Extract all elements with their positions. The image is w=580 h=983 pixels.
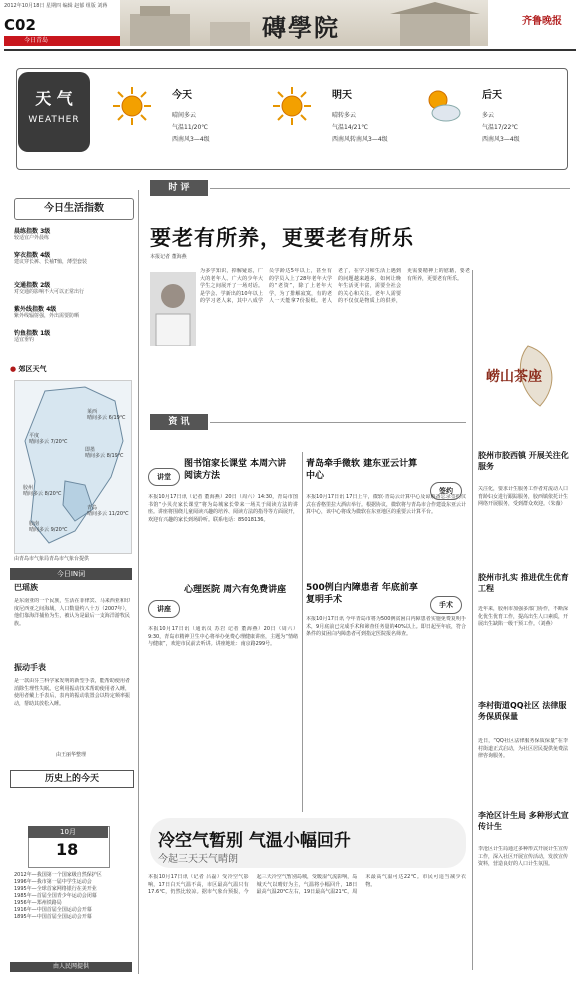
weather-wind: 西南风3—4级 [172, 136, 210, 143]
word2-title: 振动手表 [14, 663, 46, 672]
history-event: 1996年—我市第一届中学生运动会 [14, 879, 92, 885]
word1-text: 是东南亚的一个民族，生活在菲律宾、马来西亚和印度尼西亚之间海域，人口数量约八十万（2007年），他们靠海洋捕鱼为生，被认为是最后一支海洋游牧民族。 [14, 598, 130, 627]
bullet-icon: ● [10, 365, 17, 373]
date-line: 2012年10月18日 星期四 编辑 赵郁 组版 刘蒋 [4, 3, 108, 9]
news-tag: 资 讯 [150, 414, 208, 430]
weather-wind: 西南风3—4级 [482, 136, 520, 143]
weather-day-tomorrow [272, 86, 412, 166]
weather-tag-en: WEATHER [28, 115, 80, 125]
weather-day-name: 明天 [332, 90, 352, 101]
portrait-icon [150, 272, 196, 346]
weather-wind: 西南风转南风3—4级 [332, 136, 388, 143]
weather-temp: 气温17/22℃ [482, 124, 519, 131]
right-column-divider [472, 270, 473, 970]
history-event: 1916年—中国首届全国运动会开幕 [14, 907, 92, 913]
suburb-map [14, 380, 132, 554]
news-label: 手术 [430, 596, 462, 614]
right-story-title: 胶州市扎实 推进优生优育工程 [478, 573, 569, 593]
index-desc: 适宜垂钓 [14, 337, 35, 343]
history-event: 1995年—全球首家网络银行在美开业 [14, 886, 97, 892]
word1-title: 巴瑶族 [14, 583, 38, 592]
commentary-tag: 时 评 [150, 180, 208, 196]
index-name: 交通指数 2级 [14, 282, 51, 289]
index-desc: 紫外线辐射强，外出需要防晒 [14, 313, 80, 319]
right-story-title: 李村街道QQ社区 法律服务保质保量 [478, 701, 567, 721]
suburb-place: 胶南 晴间多云 9/20℃ [29, 521, 68, 533]
news-body: 本报10月17日讯（通讯员 苏岩 记者 董海燕）20日（周六）9:30，青岛市精神卫生中心将举办免费心理健康讲座，主题为“情绪与健康”，欢迎市民前去听讲。讲座地址：南京路299号。 [148, 626, 298, 647]
news-body: 本报10月17日讯 今年青岛市将为500例贫困白内障患者实施免费复明手术，9月底前已完成手术和筛查任务量的40%以上。即日起至年底，符合条件的贫困白内障患者可到指定医院报名筛查。 [306, 616, 466, 637]
word2-text: 是一款由芬兰科学家发明的新型手表，能帮助使用者消除生理性失眠。它利用振动技术帮助使用者入睡，使用者戴上手表后，表内的振动装置会以特定频率振动，帮助其放松入睡。 [14, 678, 130, 707]
news-divider [302, 452, 303, 812]
weather-day-today [112, 86, 252, 166]
suburb-place: 莱西 晴间多云 6/19℃ [87, 409, 126, 421]
commentary-body: 为多学知识，掉解疑虑，广大的老年人、广大的少年大学生之间展开了一场对话。是学会、学新出的10年以上的学习老人来，其中八成学员学龄达5年以上，甚至有的学员入上了28年老年大学的“老资”，除了上老年大学，为了排解寂寞，有的老人一天能拿7份报纸。老人老了，在学习和生活上遇到的问题越来越多，如何让晚年生活更丰富，需要全社会的关心和关注。老年人需要的不仅仅是物质上的供养，更需要精神上的慰藉，要老有所养，更要老有所乐。 [200, 268, 470, 304]
commentary-headline: 要老有所养，更要老有所乐 [150, 225, 414, 250]
news-title: 500例白内障患者 年底前享复明手术 [306, 583, 418, 605]
news-label: 讲座 [148, 600, 180, 618]
section-rule [210, 422, 466, 423]
history-event: 1956年—郑州铁路局 [14, 900, 62, 906]
index-name: 钓鱼指数 1级 [14, 330, 51, 337]
calendar-month: 10月 [28, 826, 108, 838]
author-photo [150, 272, 196, 346]
right-story-body: 近年来，胶州市加强多部门协作，不断深化优生优育工作，提高出生人口素质，开展出生缺陷一级干预工作。（刘燕） [478, 606, 568, 627]
today-in-footer: 由王丽华整理 [56, 752, 87, 758]
life-index-item [14, 304, 132, 320]
news-label: 讲堂 [148, 468, 180, 486]
index-desc: 较适宜户外晨练 [14, 235, 50, 241]
suburb-title-text: 郊区天气 [18, 365, 47, 373]
history-footer: 由人民网提供 [10, 962, 132, 972]
suburb-weather-title [10, 364, 47, 376]
weather-day-name: 后天 [482, 90, 502, 101]
suburb-place: 青岛 晴间多云 11/20℃ [87, 505, 129, 517]
news-title: 心理医院 周六有免费讲座 [184, 585, 287, 595]
index-name: 晨练指数 3级 [14, 228, 51, 235]
today-in-title: 今日IN词 [10, 568, 132, 580]
history-title: 历史上的今天 [10, 770, 134, 788]
right-story-body: 近日，“QQ社区法律服务保质保量”在李村街道正式启动，为社区居民提供免费法律咨询服务。 [478, 738, 568, 759]
index-desc: 对交通的影响不大可以正常出行 [14, 289, 85, 295]
weather-temp: 气温11/20℃ [172, 124, 209, 131]
section-label: 今日青岛 [4, 36, 122, 46]
suburb-place: 即墨 晴间多云 8/19℃ [85, 447, 124, 459]
calendar-day: 18 [56, 840, 79, 859]
laoshan-tea-logo [484, 340, 566, 414]
right-story-title: 胶州市胶西镇 开展关注化服务 [478, 451, 569, 471]
page-header [0, 0, 580, 46]
commentary-byline: 本报记者 董海燕 [150, 254, 187, 260]
suburb-place: 胶州 晴间多云 8/20℃ [23, 485, 62, 497]
page-code: C02 [4, 16, 36, 34]
right-story-title: 李沧区计生局 多种形式宣传计生 [478, 811, 569, 831]
weather-condition: 多云 [482, 112, 495, 119]
cold-air-subheadline: 今起三天天气晴朗 [158, 854, 238, 865]
news-body: 本报10月17日讯 17日上午，微软·青岛云计算中心及谅解备忘录签约仪式在香格里拉大酒店举行。根据协议，微软将与青岛市合作建设东亚云计算中心，该中心将成为微软在东亚地区的重要云计算平台。 [306, 494, 466, 515]
suburb-place: 平度 晴间多云 7/20℃ [29, 433, 68, 445]
sun-icon [112, 86, 152, 126]
newspaper-brand: 齐鲁晚报 [522, 16, 562, 27]
right-story-body: 李沧区计生局通过多种形式开展计生宣传工作，深入社区开展宣传活动，发放宣传资料，营造良好的人口计生氛围。 [478, 846, 568, 867]
index-name: 紫外线指数 4级 [14, 306, 57, 313]
cold-air-body: 本报10月17日讯（记者 吕磊）受冷空气影响，17日白天气温不高，市区最高气温只有17.6℃，仍然比较凉。据市气象台预报，今起三天冷空气暂别岛城，受暖湿气流影响，岛城天气以晴好为主，气温将小幅回升，18日最高气温20℃左右，19日最高气温21℃，周末最高气温可达22℃。市民可适当减少衣物。 [148, 874, 466, 895]
history-event: 1985年—首届全国青少年运动会闭幕 [14, 893, 97, 899]
life-index-item [14, 250, 132, 266]
life-index-item [14, 226, 132, 242]
life-index-title: 今日生活指数 [14, 198, 134, 220]
sun-cloud-icon [422, 86, 462, 126]
weather-temp: 气温14/21℃ [332, 124, 369, 131]
history-event: 2012年—我国第一个国家级自然保护区 [14, 872, 102, 878]
sun-icon [272, 86, 312, 126]
weather-day-after [422, 86, 562, 166]
index-desc: 建议穿长裤、长袖T恤，薄型套装 [14, 259, 88, 265]
cold-air-headline: 冷空气暂别 气温小幅回升 [158, 831, 351, 851]
weather-day-name: 今天 [172, 90, 192, 101]
weather-tag-cn: 天 气 [35, 89, 73, 108]
weather-tag [18, 72, 90, 152]
section-rule [210, 188, 570, 189]
history-event: 1895年—中国首届全国运动会开幕 [14, 914, 92, 920]
news-title: 青岛牵手微软 建东亚云计算中心 [306, 459, 418, 481]
masthead-title: 磚學院 [262, 13, 340, 42]
news-label: 签约 [430, 482, 462, 500]
life-index-item [14, 328, 132, 344]
index-name: 穿衣指数 4级 [14, 252, 51, 259]
column-divider [138, 190, 139, 974]
news-title: 图书馆家长课堂 本周六讲阅读方法 [184, 459, 287, 481]
header-divider [4, 49, 576, 51]
weather-condition: 晴转多云 [332, 112, 357, 119]
life-index-item [14, 280, 132, 296]
logo-text: 崂山茶座 [486, 369, 542, 385]
news-body: 本报10月17日讯（记者 董海燕）20日（周六）14:30，青岛市图书馆“小贝壳家长课堂”将为岛城家长带来一场关于阅读方法的讲座。讲座将围绕儿童阅读兴趣的培养、阅读方法的指导等方面展开，欢迎有兴趣的家长到场聆听。联系电话：85018136。 [148, 494, 298, 523]
suburb-source: 由青岛市气象局青岛市气象台提供 [14, 556, 90, 562]
weather-condition: 晴间多云 [172, 112, 197, 119]
right-story-body: 关注化，要求计生服务工作者对流动人口育龄妇女进行跟踪服务，胶西镇依托计生网络开展服务，受到群众欢迎。（朱薇） [478, 486, 568, 507]
history-events [14, 872, 132, 921]
